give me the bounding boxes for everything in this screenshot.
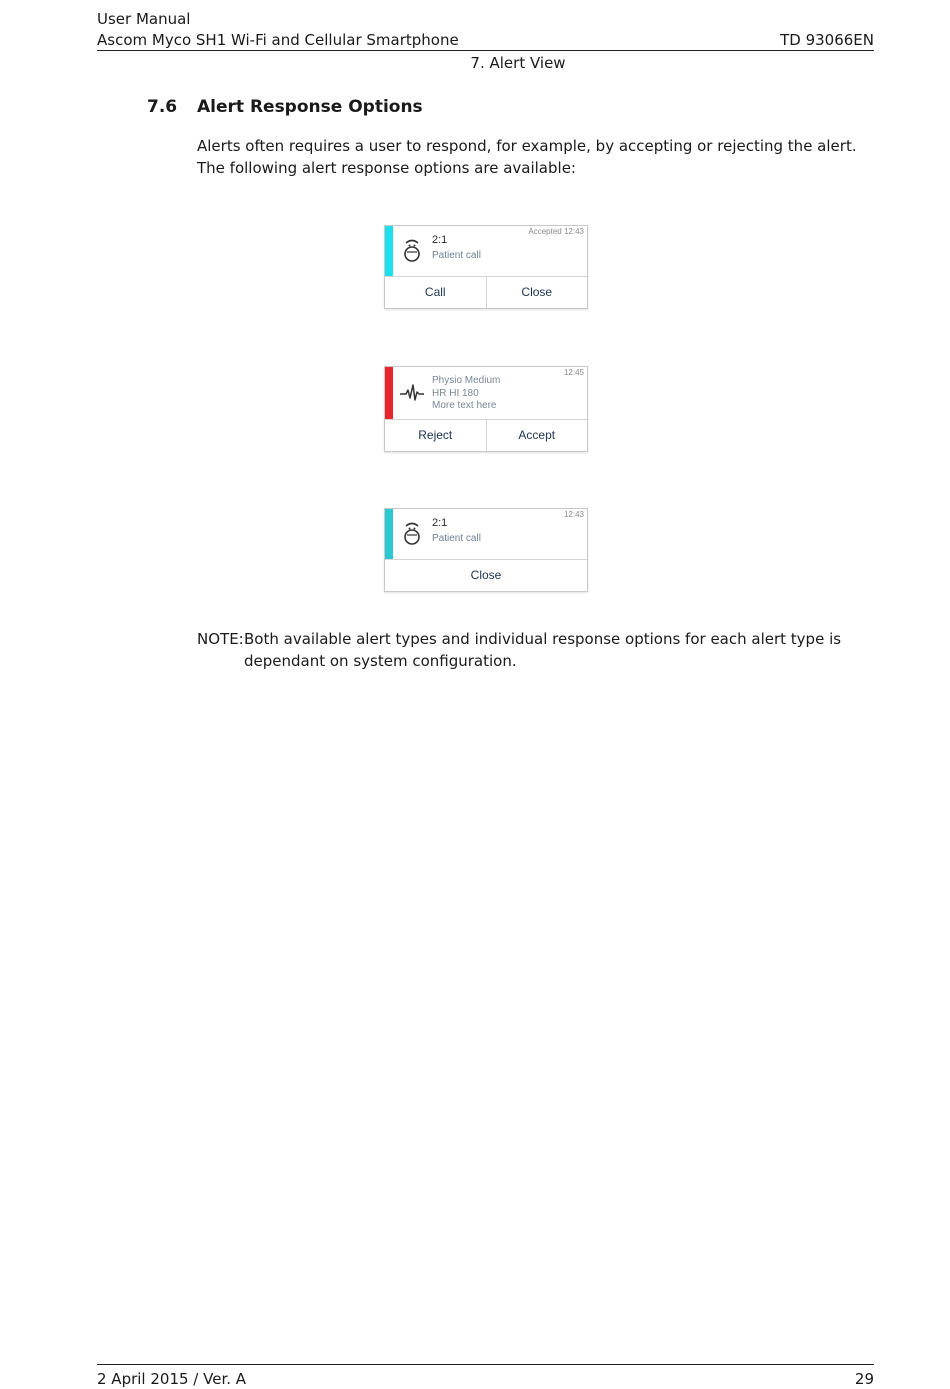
- header-rule: [97, 50, 874, 51]
- note-label: NOTE:: [197, 630, 244, 648]
- alert-time: 12:45: [563, 368, 584, 377]
- patient-call-icon: [399, 237, 425, 263]
- alert-response-buttons: [385, 277, 587, 308]
- alert-card-body[interactable]: [385, 226, 587, 277]
- page-number: 29: [854, 1370, 874, 1388]
- alert-title: 2:1: [432, 234, 448, 246]
- intro-paragraph: Alerts often requires a user to respond, for example, by accepting or rejecting the alert. The following alert response options are available:: [197, 137, 857, 177]
- reject-button[interactable]: Reject: [418, 428, 453, 442]
- alert-line-1: Physio Medium: [432, 375, 501, 386]
- header-document-id: TD 93066EN: [780, 31, 874, 49]
- alert-subtitle: Patient call: [432, 250, 481, 261]
- alert-text-lines: [432, 375, 500, 413]
- alert-status-time: Accepted 12:43: [528, 227, 584, 236]
- alert-response-buttons: [385, 560, 587, 591]
- chapter-title: [0, 53, 950, 73]
- header-product-name: Ascom Myco SH1 Wi-Fi and Cellular Smartphone: [97, 31, 459, 49]
- accept-button[interactable]: Accept: [486, 420, 588, 451]
- alert-line-3: More text here: [432, 400, 497, 411]
- alert-response-buttons: [385, 420, 587, 451]
- close-button[interactable]: Close: [486, 277, 588, 308]
- alert-priority-stripe: [385, 226, 393, 276]
- heartbeat-icon: [399, 380, 425, 406]
- note-text: Both available alert types and individual response options for each alert type is dependant on system configuration.: [244, 630, 842, 670]
- alert-card-patient-call: [384, 508, 588, 592]
- alert-card-body[interactable]: [385, 367, 587, 420]
- alert-time: 12:43: [563, 510, 584, 519]
- alert-subtitle: Patient call: [432, 533, 481, 544]
- header-manual-title: User Manual: [97, 10, 191, 28]
- alert-card-physio: [384, 366, 588, 452]
- section-title: Alert Response Options: [197, 97, 423, 117]
- chapter-title-text: 7. Alert View: [470, 54, 566, 72]
- alert-card-body[interactable]: [385, 509, 587, 560]
- section-number: 7.6: [147, 97, 178, 117]
- call-button[interactable]: Call: [424, 285, 446, 299]
- close-button[interactable]: Close: [470, 568, 502, 582]
- alert-card-accepted: [384, 225, 588, 309]
- footer-rule: [97, 1364, 874, 1365]
- alert-priority-stripe: [385, 509, 393, 559]
- patient-call-icon: [399, 520, 425, 546]
- alert-title: 2:1: [432, 517, 448, 529]
- alert-priority-stripe: [385, 367, 393, 419]
- footer-date-version: 2 April 2015 / Ver. A: [97, 1370, 247, 1388]
- alert-line-2: HR HI 180: [432, 387, 479, 399]
